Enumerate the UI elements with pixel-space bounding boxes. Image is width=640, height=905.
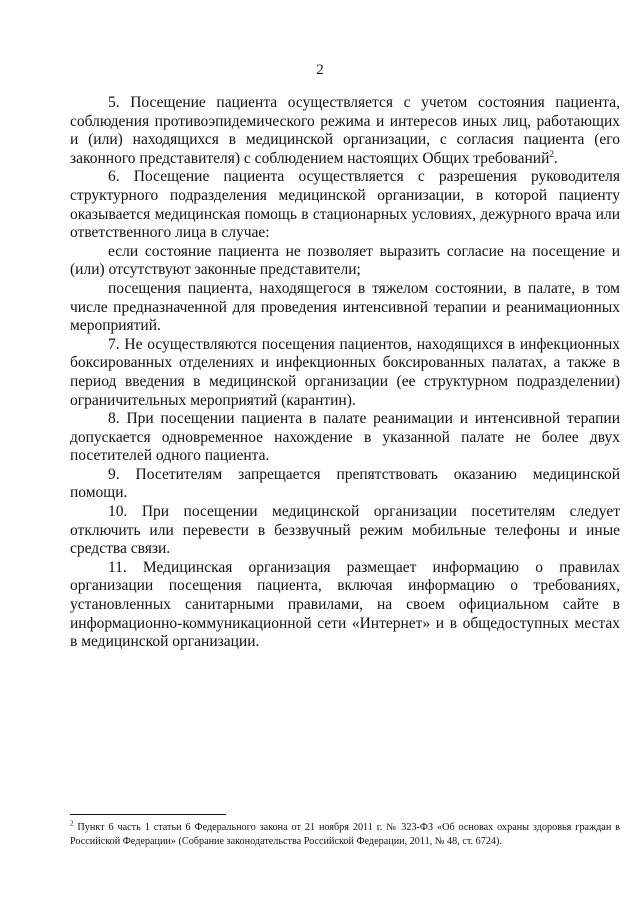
paragraph-11	[70, 559, 620, 652]
paragraph-6-text: 6. Посещение пациента осуществляется с разрешения руководителя структурного подразделения медицинской организации, в которой пациенту оказывается медицинская помощь в стационарных условиях, дежурного врача или ответственного лица в случае:	[70, 168, 620, 242]
paragraph-11-text: 11. Медицинская организация размещает информацию о правилах организации посещения пациента, включая информацию о требованиях, установленных санитарными правилами, на своем официальном сайте в информационно-коммуникационной сети «Интернет» и в общедоступных местах в медицинской организации.	[70, 558, 620, 651]
paragraph-10	[70, 503, 620, 559]
paragraph-6	[70, 168, 620, 242]
paragraph-6-case-2	[70, 280, 620, 336]
document-body	[70, 94, 620, 652]
paragraph-9-text: 9. Посетителям запрещается препятствовать оказанию медицинской помощи.	[70, 465, 620, 502]
footnote-reference: 2	[549, 148, 554, 159]
footnote-marker: 2	[70, 819, 74, 828]
footnote	[70, 821, 620, 849]
paragraph-10-text: 10. При посещении медицинской организации посетителям следует отключить или перевести в беззвучный режим мобильные телефоны и иные средства связи.	[70, 503, 620, 558]
footnote-divider	[70, 814, 226, 815]
footnote-text: Пункт 6 часть 1 статьи 6 Федерального закона от 21 ноября 2011 г. № 323-ФЗ «Об основах охраны здоровья граждан в Российской Федерации» (Собрание законодательства Российской Федерации, 2011, № 48, ст. 6724).	[70, 822, 620, 847]
paragraph-6-case-2-text: посещения пациента, находящегося в тяжелом состоянии, в палате, в том числе предназначенной для проведения интенсивной терапии и реанимационных мероприятий.	[70, 279, 620, 335]
paragraph-6-case-1-text: если состояние пациента не позволяет выразить согласие на посещение и (или) отсутствуют законные представители;	[70, 242, 620, 279]
paragraph-5-text: 5. Посещение пациента осуществляется с учетом состояния пациента, соблюдения противоэпидемического режима и интересов иных лиц, работающих и (или) находящихся в медицинской организации, с согласия пациента (его законного представителя) с соблюдением настоящих Общих требований	[70, 94, 620, 167]
paragraph-8-text: 8. При посещении пациента в палате реанимации и интенсивной терапии допускается одновременное нахождение в указанной палате не более двух посетителей одного пациента.	[70, 410, 620, 465]
paragraph-7-text: 7. Не осуществляются посещения пациентов, находящихся в инфекционных боксированных отделениях и инфекционных боксированных палатах, а также в период введения в медицинской организации (ее структурном подразделении) ограничительных мероприятий (карантин).	[70, 335, 620, 409]
paragraph-8	[70, 410, 620, 466]
page-number: 2	[316, 62, 324, 78]
paragraph-5: 5. Посещение пациента осуществляется с учетом состояния пациента, соблюдения противоэпидемического режима и интересов иных лиц, работающих и (или) находящихся в медицинской организации, с согласия пациента (его законного представителя) с соблюдением настоящих Общих требований$^2$.	[70, 94, 620, 167]
paragraph-9	[70, 466, 620, 503]
paragraph-7	[70, 336, 620, 410]
paragraph-6-case-1	[70, 243, 620, 280]
